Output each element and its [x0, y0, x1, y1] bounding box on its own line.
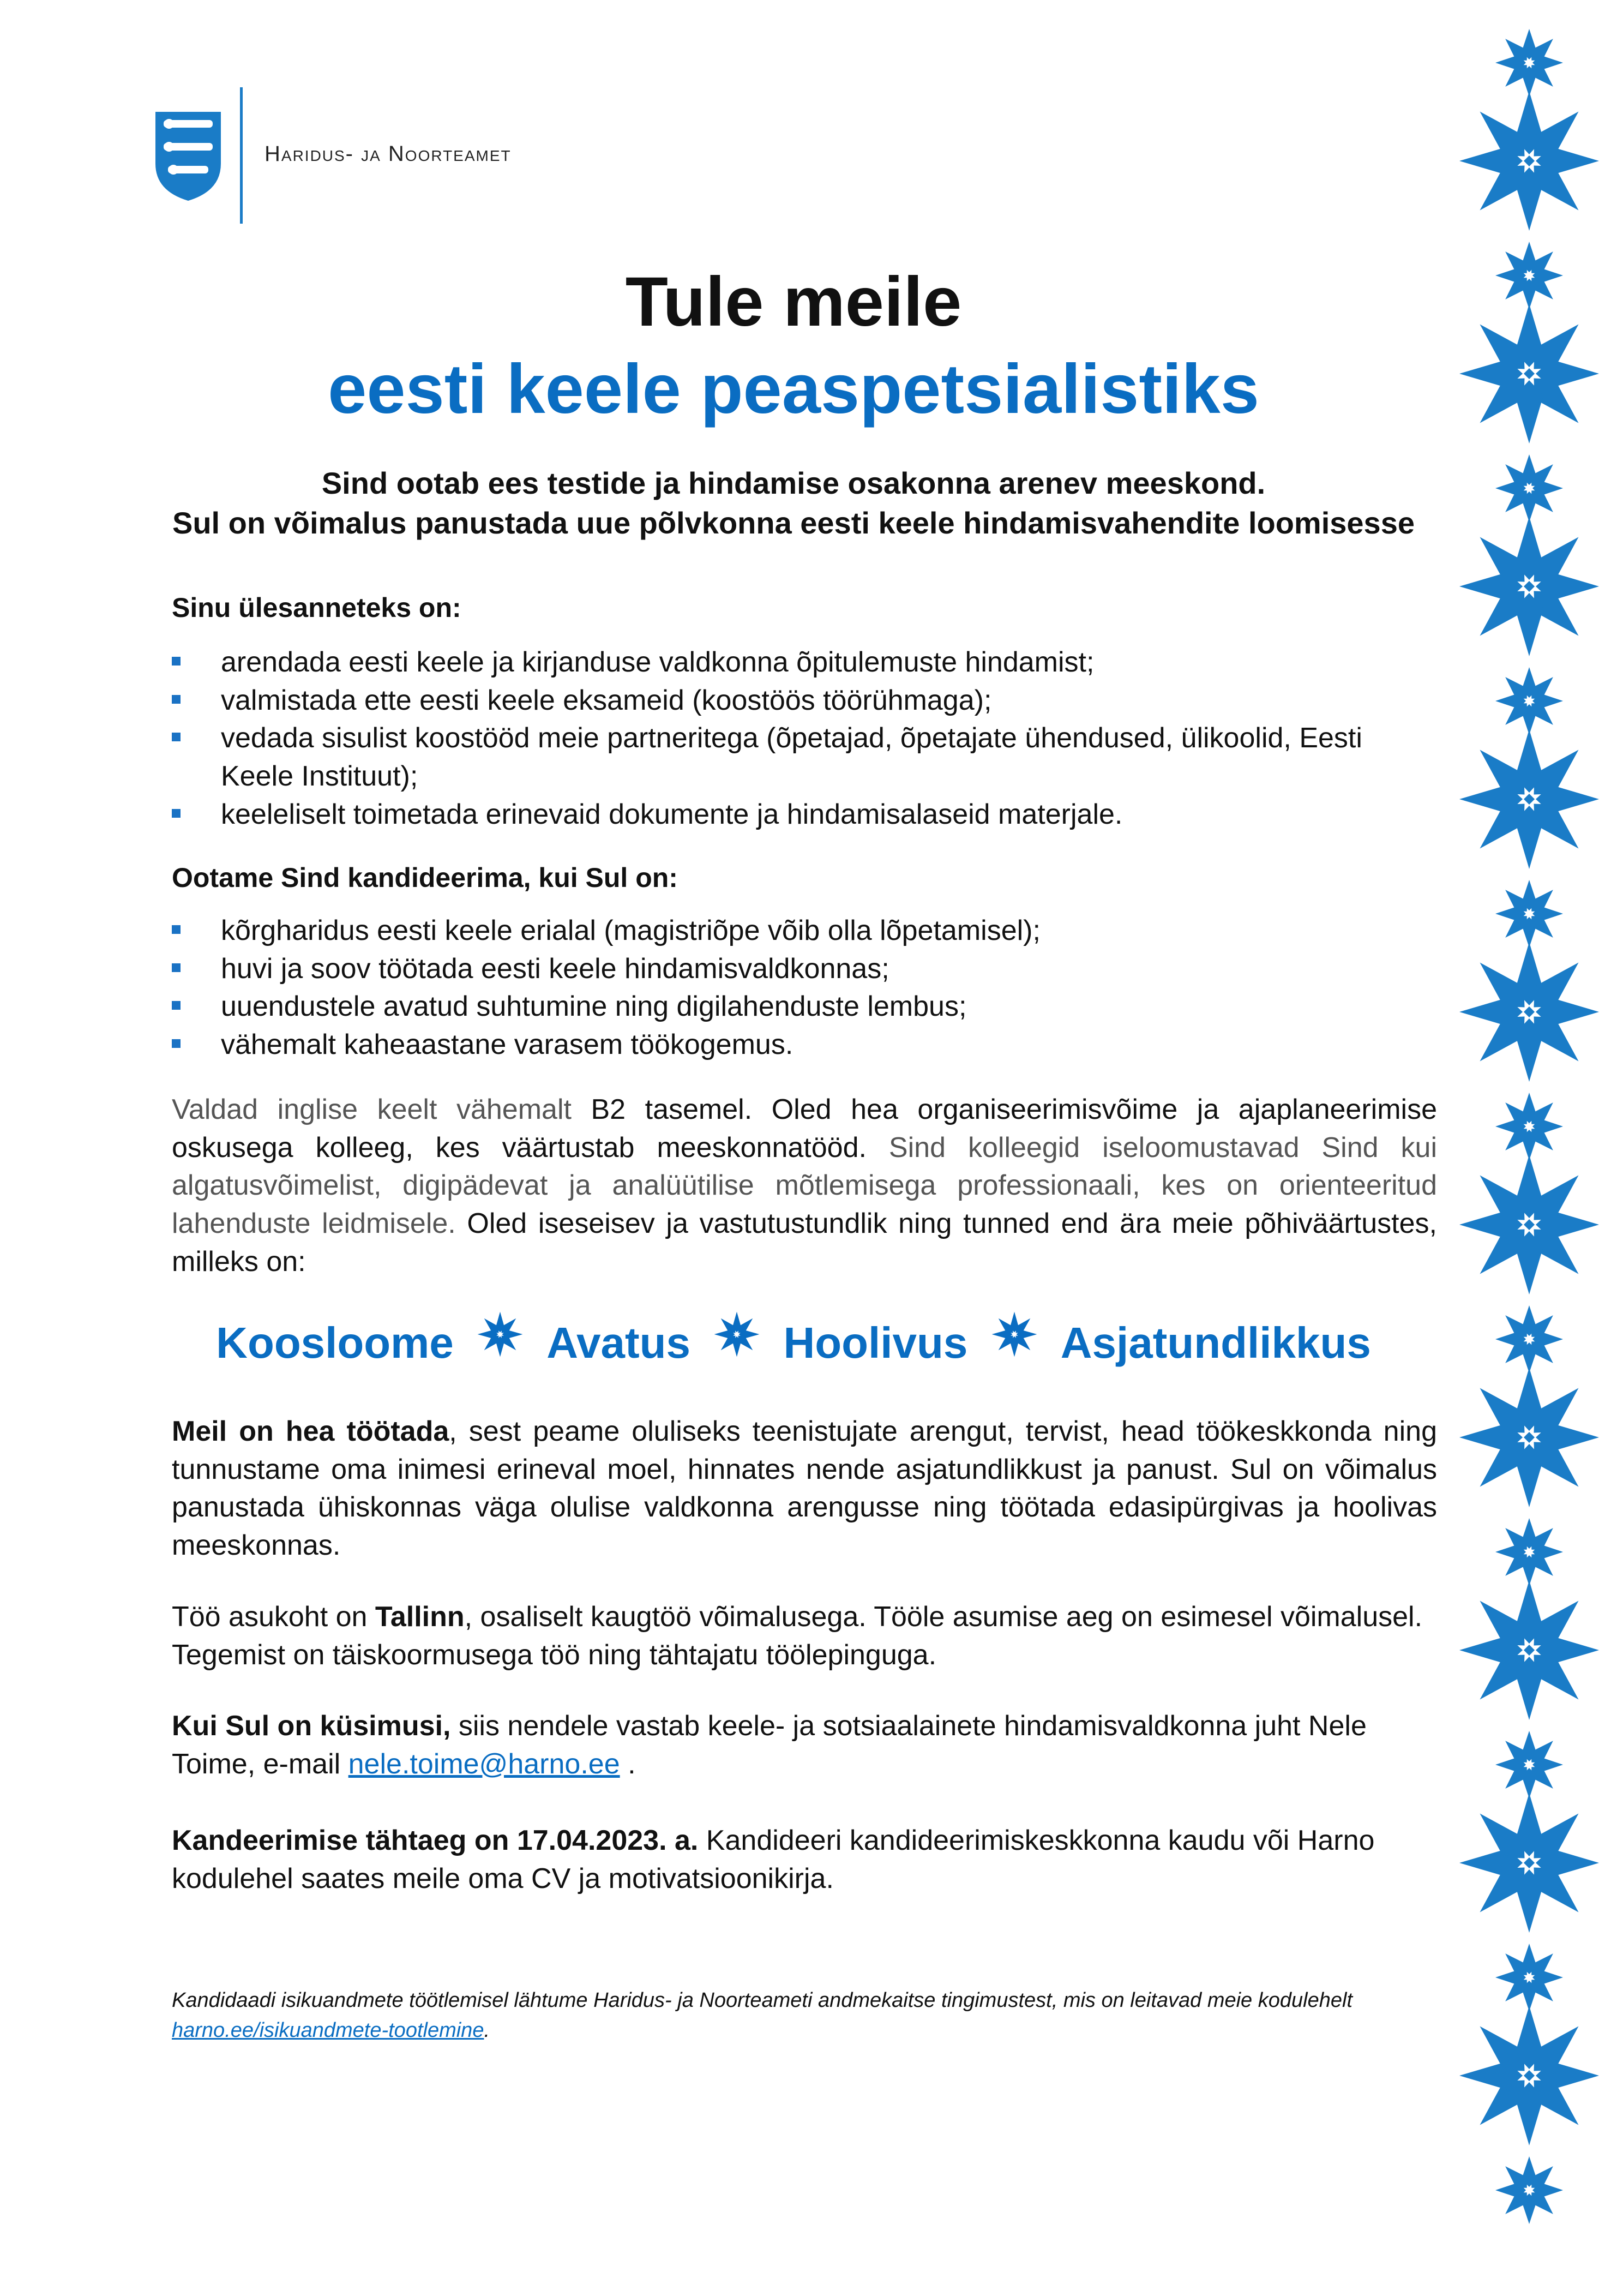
contact-paragraph: Kui Sul on küsimusi, siis nendele vastab keele- ja sotsiaalainete hindamisvaldkonna juht Nele Toime, e-mail nele.toime@harno.ee .: [172, 1710, 1367, 1780]
intro-line-1: Sind ootab ees testide ja hindamise osakonna arenev meeskond.: [321, 466, 1266, 500]
small-star-ornament-icon: [1495, 1731, 1563, 1799]
profile-paragraph: Valdad inglise keelt vähemalt B2 tasemel. Oled hea organiseerimisvõime ja ajaplaneerimise oskusega kolleeg, kes väärtustab meeskonnatööd. Sind kolleegid iseloomustavad Sind kui algatusvõimelist, digipädevat ja analüütilise mõtlemisega professionaali, kes on orienteeritud lahenduste leidmisele. Oled iseseisev ja vastutustundlik ning tunned end ära meie põhiväärtustes, milleks on:: [172, 1094, 1438, 1278]
tasks-heading: Sinu ülesanneteks on:: [172, 592, 461, 623]
value-item: Avatus: [546, 1318, 691, 1367]
org-name: Haridus- ja Noorteamet: [265, 142, 512, 166]
value-item: Koosloome: [216, 1318, 454, 1367]
large-star-ornament-icon: [1459, 729, 1599, 869]
large-star-ornament-icon: [1459, 517, 1599, 656]
small-star-ornament-icon: [1495, 242, 1563, 309]
list-item: vähemalt kaheaastane varasem töökogemus.: [172, 1026, 1437, 1064]
large-star-ornament-icon: [1459, 1580, 1599, 1720]
location-paragraph: Töö asukoht on Tallinn, osaliselt kaugtöö võimalusega. Tööle asumise aeg on esimesel võimalusel. Tegemist on täiskoormusega töö ning tähtajatu töölepinguga.: [172, 1601, 1423, 1671]
value-item: Hoolivus: [783, 1318, 968, 1367]
page-subtitle: eesti keele peaspetsialistiks: [328, 350, 1259, 428]
value-item: Asjatundlikkus: [1060, 1318, 1371, 1367]
intro-line-2: Sul on võimalus panustada uue põlvkonna eesti keele hindamisvahendite loomisesse: [172, 505, 1415, 540]
star-icon: [990, 1310, 1039, 1359]
list-item: keeleliselt toimetada erinevaid dokumente ja hindamisalaseid materjale.: [172, 796, 1437, 834]
page-title: Tule meile: [625, 263, 962, 341]
small-star-ornament-icon: [1495, 2156, 1563, 2224]
small-star-ornament-icon: [1495, 1518, 1563, 1586]
large-star-ornament-icon: [1459, 304, 1599, 443]
intro: [153, 464, 1434, 543]
list-item: kõrgharidus eesti keele erialal (magistriõpe võib olla lõpetamisel);: [172, 912, 1437, 950]
large-star-ornament-icon: [1459, 2006, 1599, 2145]
requirements-list: [172, 912, 1437, 1064]
large-star-ornament-icon: [1459, 942, 1599, 1082]
contact-email-link[interactable]: nele.toime@harno.ee: [348, 1748, 620, 1780]
bullet-icon: [172, 1039, 181, 1048]
large-star-ornament-icon: [1459, 1155, 1599, 1294]
requirements-heading: Ootame Sind kandideerima, kui Sul on:: [172, 862, 678, 893]
org-logo: [153, 109, 534, 226]
star-icon: [712, 1310, 761, 1359]
small-star-ornament-icon: [1495, 1093, 1563, 1160]
privacy-note: Kandidaadi isikuandmete töötlemisel lähtume Haridus- ja Noorteameti andmekaitse tingimustest, mis on leitavad meie kodulehelt harno.ee/isikuandmete-tootlemine.: [172, 1989, 1352, 2042]
small-star-ornament-icon: [1495, 1944, 1563, 2011]
bullet-icon: [172, 695, 181, 704]
star-icon: [476, 1310, 525, 1359]
large-star-ornament-icon: [1459, 1368, 1599, 1507]
small-star-ornament-icon: [1495, 880, 1563, 948]
small-star-ornament-icon: [1495, 1305, 1563, 1373]
list-item: valmistada ette eesti keele eksameid (koostöös töörühmaga);: [172, 682, 1437, 720]
bullet-icon: [172, 657, 181, 666]
small-star-ornament-icon: [1495, 29, 1563, 97]
small-star-ornament-icon: [1495, 454, 1563, 522]
bullet-icon: [172, 925, 181, 934]
large-star-ornament-icon: [1459, 1793, 1599, 1933]
list-item: arendada eesti keele ja kirjanduse valdkonna õpitulemuste hindamist;: [172, 644, 1437, 682]
bullet-icon: [172, 1001, 181, 1010]
ornament-border: [1445, 0, 1623, 2296]
deadline-paragraph: Kandeerimise tähtaeg on 17.04.2023. a. Kandideeri kandideerimiskeskkonna kaudu või Harno kodulehel saates meile oma CV ja motivatsioonikirja.: [172, 1825, 1375, 1895]
small-star-ornament-icon: [1495, 667, 1563, 735]
benefits-paragraph: Meil on hea töötada, sest peame oluliseks teenistujate arengut, tervist, head töökeskkonda ning tunnustame oma inimesi erineval moel, hinnates nende asjatundlikkust ja panust. Sul on võimalus panustada ühiskonnas väga olulise valdkonna arengusse ning töötada edasipürgivas ja hoolivas meeskonnas.: [172, 1416, 1437, 1562]
core-values: [153, 1315, 1434, 1368]
large-star-ornament-icon: [1459, 91, 1599, 231]
bullet-icon: [172, 963, 181, 972]
tasks-list: [172, 644, 1437, 834]
list-item: uuendustele avatud suhtumine ning digilahenduste lembus;: [172, 988, 1437, 1026]
logo-divider: [240, 87, 243, 224]
list-item: vedada sisulist koostööd meie partneritega (õpetajad, õpetajate ühendused, ülikoolid, Eesti Keele Instituut);: [172, 720, 1437, 795]
list-item: huvi ja soov töötada eesti keele hindamisvaldkonnas;: [172, 950, 1437, 988]
bullet-icon: [172, 809, 181, 818]
bullet-icon: [172, 733, 181, 741]
privacy-link[interactable]: harno.ee/isikuandmete-tootlemine: [172, 2019, 484, 2042]
coat-of-arms-icon: [153, 109, 224, 202]
